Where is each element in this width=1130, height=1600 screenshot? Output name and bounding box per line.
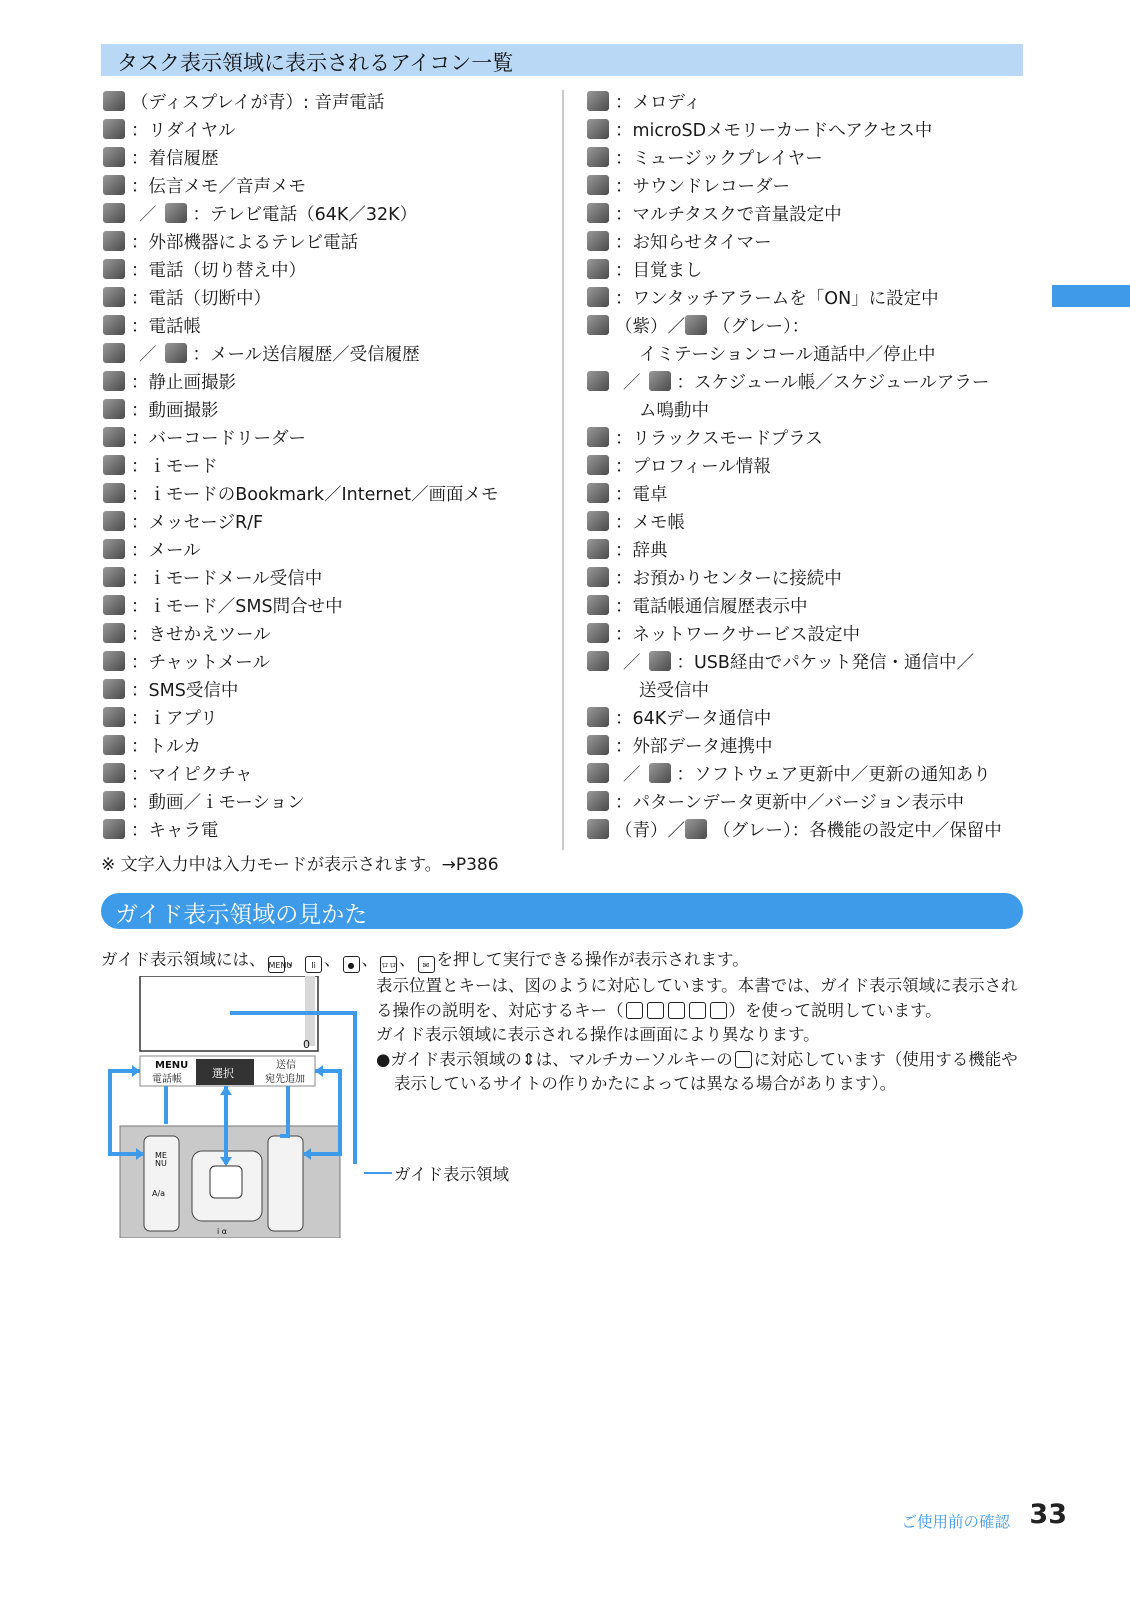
- item-text: ：電話帳: [131, 316, 201, 337]
- item-text: ：ｉモードメール受信中: [131, 568, 323, 589]
- pattern-data-icon: [587, 791, 609, 811]
- menu-key-icon: MENU: [268, 956, 285, 973]
- item-text: ：お預かりセンターに接続中: [615, 568, 842, 589]
- item-text: ：メロディ: [615, 92, 702, 113]
- center-key-icon: ●: [343, 956, 360, 973]
- item-text: 送受信中: [639, 680, 709, 701]
- chat-mail-icon: [103, 651, 125, 671]
- item-text: ：リラックスモードプラス: [615, 428, 823, 449]
- data-center-icon: [587, 567, 609, 587]
- item-text: ：プロフィール情報: [615, 456, 771, 477]
- update-notice-icon: [649, 763, 671, 783]
- i-key-icon: [647, 1002, 664, 1019]
- tv-call-64k-icon: [103, 203, 125, 223]
- icon-list-item: [103, 507, 553, 535]
- icon-list-item: [587, 479, 1027, 507]
- item-text: ：静止画撮影: [131, 372, 236, 393]
- item-text: （紫）／: [615, 316, 685, 337]
- mail-key: [268, 1136, 303, 1231]
- sms-inquiry-icon: [103, 595, 125, 615]
- item-text: ：microSDメモリーカードへアクセス中: [615, 120, 933, 141]
- section-title: タスク表示領域に表示されるアイコン一覧: [117, 51, 514, 75]
- center-key: [210, 1166, 242, 1198]
- item-text: ：外部データ連携中: [615, 736, 773, 757]
- icon-list-item: [587, 339, 1027, 367]
- item-text: ：マルチタスクで音量設定中: [615, 204, 842, 225]
- icon-list-item: [103, 143, 553, 171]
- icon-list-item: [103, 535, 553, 563]
- multitask-volume-icon: [587, 203, 609, 223]
- item-text: ：動画撮影: [131, 400, 219, 421]
- item-text: ：キャラ電: [131, 820, 219, 841]
- icon-list-item: [103, 759, 553, 787]
- section-header-guide-area: [101, 893, 1023, 929]
- separator: ／: [139, 204, 157, 225]
- left-icon-list: [103, 87, 553, 843]
- item-text: ：メール: [131, 540, 201, 561]
- item-text: ：ｉモードのBookmark／Internet／画面メモ: [131, 484, 499, 505]
- memo-icon: [587, 511, 609, 531]
- icon-list-item: [587, 87, 1027, 115]
- icon-list-item: [587, 759, 1027, 787]
- settings-gray-icon: [685, 819, 707, 839]
- imode-mail-receiving-icon: [103, 567, 125, 587]
- profile-icon: [587, 455, 609, 475]
- item-text: ：電卓: [615, 484, 668, 505]
- usb-packet-icon: [587, 651, 609, 671]
- av-key-label: A/a: [152, 1189, 166, 1198]
- icon-list-item: [587, 647, 1027, 675]
- imitation-call-gray-icon: [685, 315, 707, 335]
- kisekae-tool-icon: [103, 623, 125, 643]
- icon-list-item: [103, 115, 553, 143]
- item-text: （グレー）：: [713, 316, 810, 337]
- tv-call-32k-icon: [165, 203, 187, 223]
- footer-section-title: ご使用前の確認: [901, 1513, 1010, 1531]
- icon-list-item: [103, 199, 553, 227]
- icon-list-item: [103, 563, 553, 591]
- icon-list-item: [103, 731, 553, 759]
- icon-list-item: [587, 143, 1027, 171]
- icon-list-item: [587, 703, 1027, 731]
- notify-timer-icon: [587, 231, 609, 251]
- call-switching-icon: [103, 259, 125, 279]
- icon-list-item: [587, 507, 1027, 535]
- item-text: ：テレビ電話（64K／32K）: [192, 204, 418, 225]
- bullet-item: ●ガイド表示領域の⇕は、マルチカーソルキーの に対応しています（使用する機能や表示しているサイトの作りかたによっては異なる場合があります）。: [376, 1049, 1018, 1093]
- item-text: ：ソフトウェア更新中／更新の通知あり: [676, 764, 991, 785]
- item-text: ：チャットメール: [131, 652, 270, 673]
- guide-variance-text: ガイド表示領域に表示される操作は画面により異なります。: [376, 1025, 820, 1044]
- iappli-icon: [103, 707, 125, 727]
- icon-list-item: [103, 339, 553, 367]
- item-text: （青）／: [615, 820, 685, 841]
- icon-list-item: [103, 171, 553, 199]
- icon-list-item: [587, 311, 1027, 339]
- item-text: ：ｉモード: [131, 456, 218, 477]
- icon-list-item: [103, 703, 553, 731]
- music-player-icon: [587, 147, 609, 167]
- item-text: ：ネットワークサービス設定中: [615, 624, 860, 645]
- message-rf-icon: [103, 511, 125, 531]
- item-text: （ディスプレイが青）: 音声電話: [131, 92, 385, 113]
- mail-key-icon: ✉: [418, 956, 435, 973]
- icon-list-item: [103, 815, 553, 843]
- icon-list-item: [103, 451, 553, 479]
- icon-list-item: [587, 563, 1027, 591]
- icon-list-item: [587, 227, 1027, 255]
- menu-key-label-1: ME: [155, 1151, 167, 1160]
- received-calls-icon: [103, 147, 125, 167]
- imode-icon: [103, 455, 125, 475]
- one-touch-alarm-icon: [587, 287, 609, 307]
- relax-mode-icon: [587, 427, 609, 447]
- icon-list-item: [587, 619, 1027, 647]
- icon-list-item: [587, 115, 1027, 143]
- item-text: ：ｉアプリ: [131, 708, 218, 729]
- separator: ／: [623, 764, 641, 785]
- separator: ／: [623, 372, 641, 393]
- item-text: ：パターンデータ更新中／バージョン表示中: [615, 792, 964, 813]
- icon-list-item: [587, 731, 1027, 759]
- phonebook-log-icon: [587, 595, 609, 615]
- item-text: ：外部機器によるテレビ電話: [131, 232, 359, 253]
- barcode-reader-icon: [103, 427, 125, 447]
- icon-list-item: [103, 395, 553, 423]
- external-data-icon: [587, 735, 609, 755]
- item-text: ：64Kデータ通信中: [615, 708, 772, 729]
- scroll-zero-label: 0: [303, 1038, 310, 1051]
- item-text: ：きせかえツール: [131, 624, 271, 645]
- dictionary-icon: [587, 539, 609, 559]
- item-text: ：電話（切り替え中）: [131, 260, 306, 281]
- icon-list-item: [103, 787, 553, 815]
- icon-list-item: [103, 479, 553, 507]
- alarm-clock-icon: [587, 259, 609, 279]
- item-text: ：メール送信履歴／受信履歴: [192, 344, 420, 365]
- bookmark-icon: [103, 483, 125, 503]
- input-mode-note: ※ 文字入力中は入力モードが表示されます。→P386: [101, 855, 499, 875]
- icon-list-item: [103, 675, 553, 703]
- item-text: ：サウンドレコーダー: [615, 176, 790, 197]
- sms-receiving-icon: [103, 679, 125, 699]
- software-update-icon: [587, 763, 609, 783]
- separator: ／: [139, 344, 157, 365]
- icon-list-item: [587, 171, 1027, 199]
- item-text: ：電話帳通信履歴表示中: [615, 596, 808, 617]
- phonebook-icon: [103, 315, 125, 335]
- received-mail-log-icon: [165, 343, 187, 363]
- item-text: ：トルカ: [131, 736, 201, 757]
- icon-list-item: [103, 311, 553, 339]
- guide-select-label: 選択: [212, 1067, 234, 1080]
- mail-key-icon: [710, 1002, 727, 1019]
- section-header-task-icons: [101, 44, 1023, 76]
- item-text: ：メモ帳: [615, 512, 685, 533]
- column-divider: [562, 90, 564, 850]
- guide-add-dest-label: 宛先追加: [265, 1074, 305, 1085]
- icon-list-item: [103, 423, 553, 451]
- item-text: ：マイピクチャ: [131, 764, 253, 785]
- call-disconnected-icon: [103, 287, 125, 307]
- my-picture-icon: [103, 763, 125, 783]
- guide-intro: ガイド表示領域には、 MENU、 Ii 、 ● 、 ロロ 、 ✉ を押して実行できる操作が表示されます。: [101, 946, 749, 973]
- guide-explanation: 表示位置とキーは、図のように対応しています。本書では、ガイド表示領域に表示される操作の説明を、対応するキー（ ）を使って説明しています。 ガイド表示領域に表示される操作は画面により異なります。 ●ガイド表示領域の⇕は、マルチカーソルキーの に対応しています（使用する機能や表示しているサイトの作りかたによっては異なる場合があります）。: [376, 974, 1028, 1097]
- record-message-icon: [103, 175, 125, 195]
- icon-list-item: [587, 787, 1027, 815]
- sound-recorder-icon: [587, 175, 609, 195]
- icon-list-item: [103, 367, 553, 395]
- item-text: （グレー）：各機能の設定中／保留中: [713, 820, 1002, 841]
- voice-call-blue-icon: [103, 91, 125, 111]
- settings-blue-icon: [587, 819, 609, 839]
- guide-area-caption: ガイド表示領域: [394, 1165, 510, 1184]
- icon-list-item: [587, 395, 1027, 423]
- microsd-icon: [587, 119, 609, 139]
- icon-list-item: [103, 87, 553, 115]
- icon-list-item: [587, 255, 1027, 283]
- multi-cursor-key-icon: [735, 1051, 752, 1068]
- still-camera-icon: [103, 371, 125, 391]
- guide-phonebook-label: 電話帳: [152, 1074, 182, 1085]
- icon-list-item: [587, 199, 1027, 227]
- up-down-arrow-icon: ⇕: [521, 1049, 536, 1069]
- icon-list-item: [103, 619, 553, 647]
- schedule-alarm-icon: [649, 371, 671, 391]
- item-text: ：辞典: [615, 540, 668, 561]
- chapter-tab: [1052, 285, 1130, 307]
- item-text: ：伝言メモ／音声メモ: [131, 176, 306, 197]
- chara-den-icon: [103, 819, 125, 839]
- item-text: ：バーコードリーダー: [131, 428, 306, 449]
- icon-list-item: [587, 815, 1027, 843]
- icon-list-item: [103, 283, 553, 311]
- item-text: ：スケジュール帳／スケジュールアラー: [676, 372, 990, 393]
- item-text: ：着信履歴: [131, 148, 219, 169]
- menu-key-label-2: NU: [155, 1159, 167, 1168]
- icon-list-item: [587, 367, 1027, 395]
- section-title: ガイド表示領域の見かた: [115, 902, 368, 928]
- usb-packet-active-icon: [649, 651, 671, 671]
- icon-list-item: [587, 451, 1027, 479]
- icon-list-item: [103, 255, 553, 283]
- center-key-icon: [668, 1002, 685, 1019]
- item-text: イミテーションコール通話中／停止中: [639, 344, 936, 365]
- video-camera-icon: [103, 399, 125, 419]
- guide-send-label: 送信: [276, 1060, 296, 1071]
- imotion-icon: [103, 791, 125, 811]
- page-number: 33: [1029, 1499, 1067, 1530]
- network-service-icon: [587, 623, 609, 643]
- external-tv-call-icon: [103, 231, 125, 251]
- item-text: ：お知らせタイマー: [615, 232, 772, 253]
- toruca-icon: [103, 735, 125, 755]
- icon-list-item: [587, 591, 1027, 619]
- mail-icon: [103, 539, 125, 559]
- icon-list-item: [587, 535, 1027, 563]
- item-text: ：ワンタッチアラームを「ON」に設定中: [615, 288, 939, 309]
- calculator-icon: [587, 483, 609, 503]
- item-text: ム鳴動中: [639, 400, 709, 421]
- item-text: ：メッセージR/F: [131, 512, 264, 533]
- melody-icon: [587, 91, 609, 111]
- imitation-call-purple-icon: [587, 315, 609, 335]
- icon-list-item: [103, 227, 553, 255]
- item-text: ：電話（切断中）: [131, 288, 271, 309]
- data-64k-icon: [587, 707, 609, 727]
- icon-list-item: [587, 283, 1027, 311]
- item-text: ：リダイヤル: [131, 120, 236, 141]
- menu-key-icon: [626, 1002, 643, 1019]
- i-key-label: i α: [217, 1227, 228, 1236]
- right-icon-list: [587, 87, 1027, 843]
- redial-icon: [103, 119, 125, 139]
- sent-mail-log-icon: [103, 343, 125, 363]
- item-text: ：ｉモード／SMS問合せ中: [131, 596, 343, 617]
- item-text: ：ミュージックプレイヤー: [615, 148, 823, 169]
- schedule-icon: [587, 371, 609, 391]
- i-key-icon: Ii: [305, 956, 322, 973]
- book-key-icon: [689, 1002, 706, 1019]
- item-text: ：目覚まし: [615, 260, 703, 281]
- item-text: ：SMS受信中: [131, 680, 239, 701]
- book-key-icon: ロロ: [380, 956, 397, 973]
- item-text: ：動画／ｉモーション: [131, 792, 305, 813]
- icon-list-item: [103, 647, 553, 675]
- guide-menu-label: MENU: [155, 1060, 189, 1071]
- icon-list-item: [587, 423, 1027, 451]
- icon-list-item: [587, 675, 1027, 703]
- item-text: ：USB経由でパケット発信・通信中／: [676, 652, 975, 673]
- guide-area-diagram: [100, 976, 370, 1238]
- separator: ／: [623, 652, 641, 673]
- icon-list-item: [103, 591, 553, 619]
